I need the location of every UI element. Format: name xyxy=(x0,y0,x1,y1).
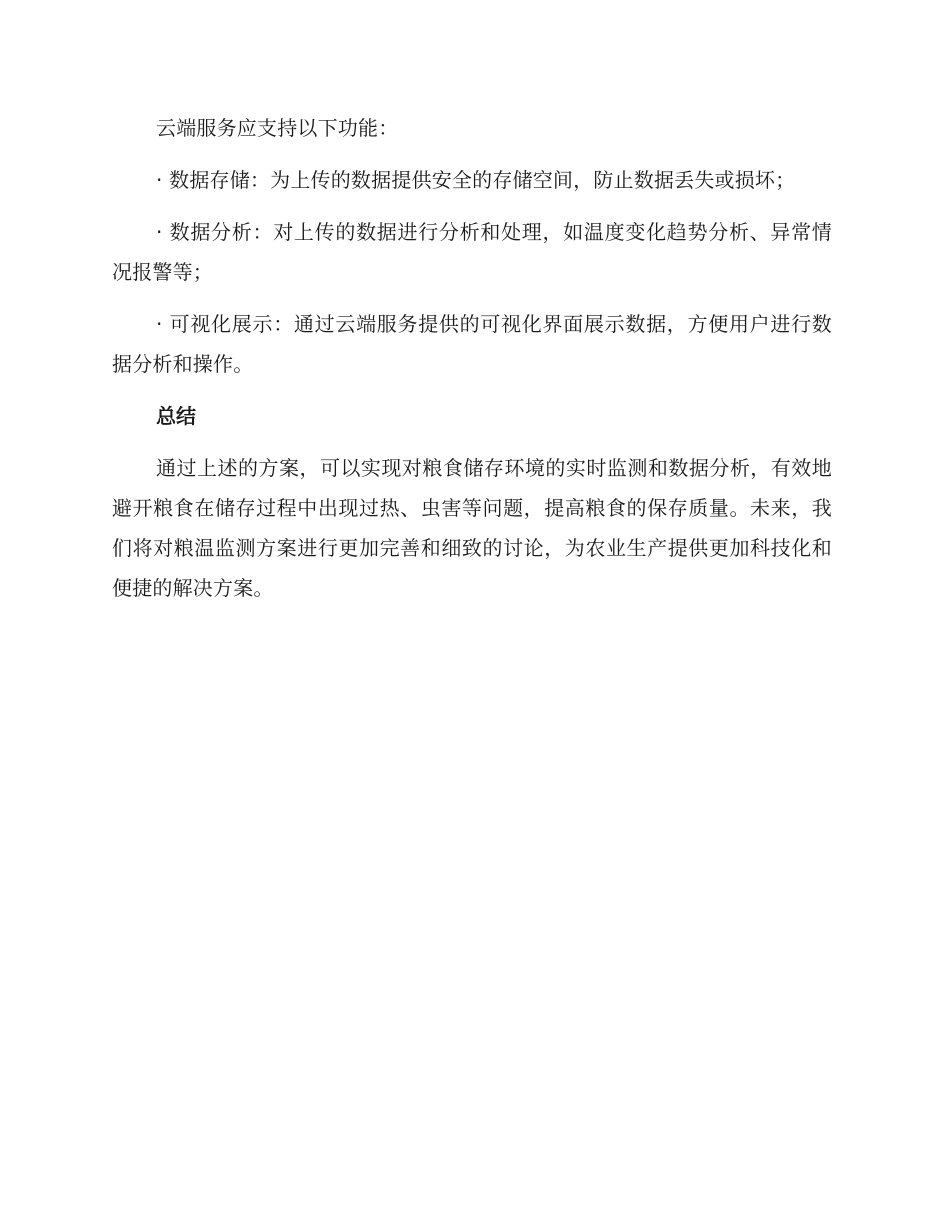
feature-item-visualization: · 可视化展示：通过云端服务提供的可视化界面展示数据，方便用户进行数据分析和操作。 xyxy=(112,312,832,376)
document-page xyxy=(112,108,832,608)
feature-item-storage: · 数据存储：为上传的数据提供安全的存储空间，防止数据丢失或损坏； xyxy=(156,168,796,192)
spacer xyxy=(112,148,832,160)
spacer xyxy=(112,436,832,448)
spacer xyxy=(112,384,832,396)
feature-item-analysis: · 数据分析：对上传的数据进行分析和处理，如温度变化趋势分析、异常情况报警等； xyxy=(112,220,832,284)
summary-paragraph: 通过上述的方案，可以实现对粮食储存环境的实时监测和数据分析，有效地避开粮食在储存过程中出现过热、虫害等问题，提高粮食的保存质量。未来，我们将对粮温监测方案进行更加完善和细致的讨论，为农业生产提供更加科技化和便捷的解决方案。 xyxy=(112,456,832,600)
summary-heading: 总结 xyxy=(156,404,196,428)
spacer xyxy=(112,292,832,304)
intro-paragraph: 云端服务应支持以下功能： xyxy=(156,116,399,140)
spacer xyxy=(112,200,832,212)
